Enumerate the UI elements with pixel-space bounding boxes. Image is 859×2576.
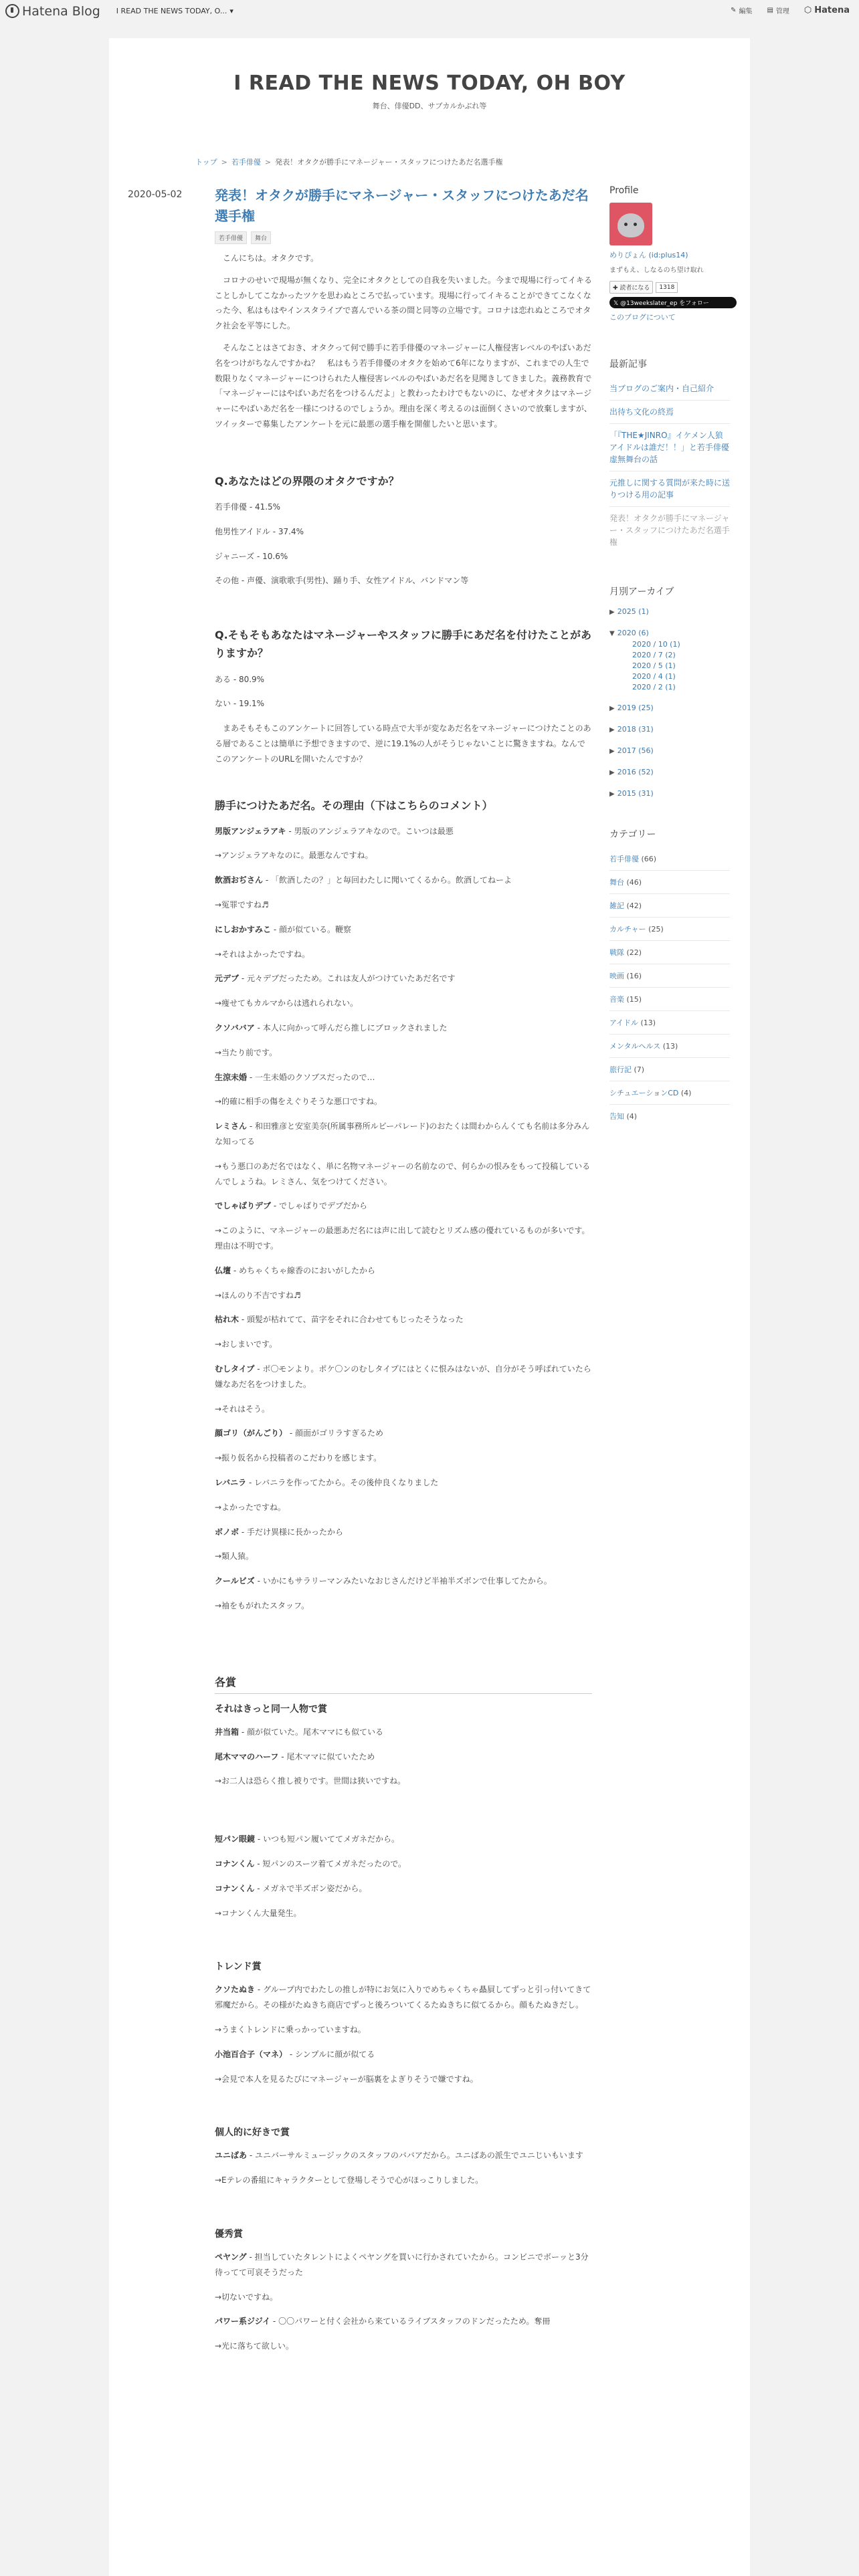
category-link[interactable] bbox=[609, 1010, 730, 1034]
profile-name[interactable]: めりぴょん (id:plus14) bbox=[609, 251, 688, 259]
header-actions bbox=[731, 5, 850, 15]
comment: →振り仮名から投稿者のこだわりを感じます。 bbox=[215, 1453, 382, 1463]
archive-months-2020 bbox=[632, 639, 730, 693]
archive-year-2015[interactable]: ▶ 2015 (31) bbox=[609, 788, 654, 798]
category-link[interactable] bbox=[609, 847, 730, 870]
category-label: 舞台 bbox=[609, 877, 624, 887]
archive-month-link[interactable]: 2020 / 10 (1) bbox=[632, 640, 680, 649]
comment: →袖をもがれたスタッフ。 bbox=[215, 1600, 310, 1610]
nickname-reason: - シンプルに顔が似てる bbox=[287, 2049, 375, 2059]
dashboard-icon: ▤ bbox=[767, 7, 773, 14]
nickname-reason: - でしゃばりでデブだから bbox=[271, 1201, 367, 1211]
category-count: (25) bbox=[648, 924, 664, 934]
award-heading: 個人的に好きで賞 bbox=[215, 2127, 290, 2139]
nickname-reason: - 短パンのスーツ着てメガネだったので。 bbox=[254, 1858, 407, 1868]
nickname-entry bbox=[215, 1982, 592, 2013]
hatena-global-header bbox=[0, 0, 859, 22]
comment: →痩せてもカルマからは逃れられない。 bbox=[215, 998, 359, 1008]
recent-entry-link[interactable]: 当ブログのご案内・自己紹介 bbox=[609, 384, 714, 393]
nickname: レミさん bbox=[215, 1121, 248, 1132]
nickname: ユニばあ bbox=[215, 2151, 248, 2161]
category-count: (15) bbox=[626, 994, 642, 1004]
triangle-right-icon: ▶ bbox=[609, 790, 615, 798]
nickname: レバニラ bbox=[215, 1478, 247, 1487]
nickname-reason: - 顔が似ている。鞭察 bbox=[271, 924, 351, 934]
nickname-reason: - 顔面がゴリラすぎるため bbox=[287, 1428, 383, 1438]
category-list bbox=[609, 827, 730, 1128]
nickname: 飲酒おぢさん bbox=[215, 875, 264, 885]
avatar[interactable] bbox=[609, 203, 652, 245]
category-count: (42) bbox=[626, 901, 642, 910]
nickname: 仏壇 bbox=[215, 1265, 231, 1275]
nickname: 井当箱 bbox=[215, 1727, 240, 1737]
nickname-entry bbox=[215, 1070, 592, 1085]
answer-item: ジャニーズ - 10.6% bbox=[215, 551, 288, 561]
award-list bbox=[215, 1725, 592, 1765]
section-heading: Q.あなたはどの界隈のオタクですか？ bbox=[215, 474, 399, 488]
triangle-down-icon: ▼ bbox=[609, 630, 615, 637]
nickname-reason: - めちゃくちゃ線香のにおいがしたから bbox=[231, 1265, 375, 1275]
nickname-reason: - 尾木ママに似ていたため bbox=[278, 1751, 375, 1761]
section-heading: 各賞 bbox=[215, 1674, 592, 1694]
category-link[interactable] bbox=[609, 1104, 730, 1128]
award-list bbox=[215, 1832, 592, 1896]
nickname-reason: - 頭髪が枯れてて、苗字をそれに合わせてもじったそうなった bbox=[239, 1315, 464, 1325]
paragraph: こんにちは。オタクです。 bbox=[223, 253, 319, 263]
comment: →アンジェラアキなのに。最悪なんですね。 bbox=[215, 851, 373, 861]
recent-entry-link[interactable]: 元推しに関する質問が来た時に送りつける用の記事 bbox=[609, 471, 730, 506]
profile-heading: Profile bbox=[609, 185, 639, 196]
category-label: カルチャー bbox=[609, 924, 646, 934]
hatena-icon: ⬡ bbox=[803, 5, 812, 15]
category-link[interactable] bbox=[609, 1081, 730, 1104]
nickname-entry bbox=[215, 1832, 592, 1847]
comment: →光に落ちて欲しい。 bbox=[215, 2341, 294, 2351]
comment: →お二人は恐らく推し被りです。世間は狭いですね。 bbox=[215, 1776, 406, 1786]
hatena-blog-logo[interactable] bbox=[5, 4, 100, 19]
blog-switcher[interactable] bbox=[116, 7, 233, 15]
nickname-entry bbox=[215, 1198, 592, 1214]
nickname-reason: - 男版のアンジェラアキなので。こいつは最悪 bbox=[286, 826, 454, 836]
breadcrumb: トップ > 若手俳優 > 発表！オタクが勝手にマネージャー・スタッフにつけたあだ名選手権 bbox=[195, 158, 503, 167]
nickname: 生涼未婚 bbox=[215, 1072, 248, 1082]
nickname-entry bbox=[215, 1362, 592, 1392]
award-heading: トレンド賞 bbox=[215, 1961, 262, 1973]
category-label: 告知 bbox=[609, 1111, 624, 1121]
nickname: 短パン眼鏡 bbox=[215, 1834, 256, 1844]
category-link[interactable] bbox=[609, 964, 730, 987]
nickname-entry bbox=[215, 1312, 592, 1327]
category-tag[interactable]: 若手俳優 bbox=[215, 231, 247, 244]
nickname-reason: - 手だけ異様に長かったから bbox=[239, 1527, 343, 1537]
comment: →このように、マネージャーの最悪あだ名には声に出して読むとリズム感の優れているものが多いです。理由は不明です。 bbox=[215, 1226, 590, 1251]
nickname: むしタイプ bbox=[215, 1364, 255, 1374]
archive-year-2025[interactable]: ▶ 2025 (1) bbox=[609, 607, 649, 616]
comment: →冤罪ですね♬ bbox=[215, 900, 269, 910]
nickname: ペヤング bbox=[215, 2252, 247, 2262]
recent-heading: 最新記事 bbox=[609, 359, 647, 370]
nickname: 元デブ bbox=[215, 974, 240, 984]
about-blog-link[interactable]: このブログについて bbox=[609, 313, 676, 322]
category-link[interactable] bbox=[609, 917, 730, 940]
nickname-reason: - 〇〇パワーと付く会社から来ているライブスタッフのドンだったため。奪冊 bbox=[270, 2317, 551, 2327]
nickname-list bbox=[215, 824, 592, 1614]
comment: →よかったですね。 bbox=[215, 1502, 286, 1512]
category-link[interactable] bbox=[609, 940, 730, 964]
nickname-entry bbox=[215, 2047, 592, 2062]
nickname-reason: - 一生未婚のクソブスだったので… bbox=[247, 1072, 375, 1082]
archive-month-link[interactable]: 2020 / 7 (2) bbox=[632, 650, 676, 659]
nickname-reason: - いつも短パン履いててメガネだから。 bbox=[255, 1834, 399, 1844]
manage-link[interactable]: ▤ 管理 bbox=[767, 7, 789, 15]
comment: →コナンくん大量発生。 bbox=[215, 1908, 302, 1918]
hatena-menu[interactable]: ⬡ Hatena bbox=[803, 5, 850, 15]
category-label: 戦隊 bbox=[609, 948, 624, 957]
nickname: クソたぬき bbox=[215, 1985, 256, 1995]
category-label: メンタルヘルス bbox=[609, 1041, 661, 1051]
answer-item: その他 - 声優、演歌歌手(男性)、踊り手、女性アイドル、バンドマン等 bbox=[215, 576, 469, 586]
category-link[interactable] bbox=[609, 893, 730, 917]
award-list bbox=[215, 1982, 592, 2086]
paragraph: まあそもそもこのアンケートに回答している時点で大半が変なあだ名をマネージャーにつけたことのある層であることは簡単に予想できますので、逆に19.1%の人がそうじゃないことに驚きますね。なんでこのアンケートのURLを開いたんですか？ bbox=[215, 724, 591, 764]
archive-year-2016[interactable]: ▶ 2016 (52) bbox=[609, 767, 654, 776]
nickname-entry bbox=[215, 1426, 592, 1441]
category-tag[interactable]: 舞台 bbox=[251, 231, 271, 244]
pencil-icon: ✎ bbox=[731, 7, 737, 14]
category-count: (4) bbox=[626, 1111, 638, 1121]
breadcrumb-category[interactable]: 若手俳優 bbox=[231, 158, 261, 167]
nickname-reason: - 顔が似ていた。尾木ママにも似ている bbox=[239, 1727, 383, 1737]
entry-article bbox=[215, 185, 592, 2363]
archive-year-2017[interactable]: ▶ 2017 (56) bbox=[609, 746, 654, 755]
triangle-right-icon: ▶ bbox=[609, 768, 615, 776]
nickname-entry bbox=[215, 873, 592, 888]
answer-item: 若手俳優 - 41.5% bbox=[215, 502, 281, 512]
recent-entry-link[interactable]: 発表！オタクが勝手にマネージャー・スタッフにつけたあだ名選手権 bbox=[609, 506, 730, 554]
recent-entries bbox=[609, 357, 730, 554]
archive-heading: 月別アーカイブ bbox=[609, 586, 674, 597]
category-count: (4) bbox=[680, 1088, 692, 1097]
comment: →類人猿。 bbox=[215, 1551, 254, 1562]
category-heading: カテゴリー bbox=[609, 829, 656, 840]
nickname-entry bbox=[215, 1856, 592, 1872]
comment: →会見で本人を見るたびにマネージャーが脳裏をよぎりそうで嫌ですね。 bbox=[215, 2074, 478, 2084]
subscribe-button[interactable]: ✚ 読者になる bbox=[609, 281, 653, 294]
q1-answers bbox=[215, 500, 592, 588]
archive-month-link[interactable]: 2020 / 2 (1) bbox=[632, 682, 676, 691]
category-link[interactable] bbox=[609, 870, 730, 893]
comment: →それはよかったですね。 bbox=[215, 949, 310, 959]
nickname-reason: - グループ内でわたしの推しが特にお気に入りでめちゃくちゃ贔屓してずっと引っ付いてきて邪魔だから。その様がたぬきち商店でずっと後ろついてくるたぬきちに似てるから。顔もたぬきだし。 bbox=[215, 1985, 591, 2010]
award-list bbox=[215, 2148, 592, 2188]
category-label: 若手俳優 bbox=[609, 854, 639, 863]
nickname-reason: - いかにもサラリーマンみたいなおじさんだけど半袖半ズボンで仕事してたから。 bbox=[254, 1576, 552, 1586]
nickname: にしおかすみこ bbox=[215, 924, 272, 934]
nickname-reason: - 和田雅彦と安室美奈(所属事務所ルビーパレード)のおたくは間わからんくても名前は多分みんな知ってる bbox=[215, 1121, 590, 1147]
recent-entry-link[interactable]: 出待ち文化の終焉 bbox=[609, 400, 730, 423]
category-label: 雑記 bbox=[609, 901, 624, 910]
nickname-entry bbox=[215, 1881, 592, 1897]
nickname: コナンくん bbox=[215, 1858, 255, 1868]
nickname-entry bbox=[215, 2148, 592, 2163]
blog-description: 舞台、俳優DD、サブカルかぶれ等 bbox=[372, 102, 487, 110]
breadcrumb-current: 発表！オタクが勝手にマネージャー・スタッフにつけたあだ名選手権 bbox=[275, 158, 503, 167]
profile-description: まずもえ、しなるのち望け取れ bbox=[609, 267, 704, 274]
triangle-right-icon: ▶ bbox=[609, 704, 615, 712]
category-count: (13) bbox=[640, 1018, 656, 1027]
nickname: クールビズ bbox=[215, 1576, 255, 1586]
hatena-logo-icon bbox=[5, 4, 19, 18]
blog-title[interactable]: I READ THE NEWS TODAY, OH BOY bbox=[233, 72, 626, 95]
comment: →うまくトレンドに乗っかっていますね。 bbox=[215, 2024, 366, 2034]
archive-month-link[interactable]: 2020 / 5 (1) bbox=[632, 661, 676, 670]
nickname: 枯れ木 bbox=[215, 1315, 240, 1325]
breadcrumb-top[interactable]: トップ bbox=[195, 158, 217, 167]
nickname-reason: - 担当していたタレントによくペヤングを買いに行かされていたから。コンビニでボーッと3分待ってて可哀そうだった bbox=[215, 2252, 589, 2277]
award-heading: 優秀賞 bbox=[215, 2228, 243, 2240]
category-label: 旅行記 bbox=[609, 1065, 632, 1074]
paragraph: そんなことはさておき、オタクって何で勝手に若手俳優のマネージャーに人権侵害レベルのやばいあだ名をつけがちなんですかね？ 私はもう若手俳優のオタクを始めて6年になりますが、これまでの人生で数限りなくマネージャーにつけられた人権侵害レベルのやばいあだ名を見聞きしてきました。義務教育で「マネージャーにはやばいあだ名をつけるんだよ」と教わったわけでもないのに、なぜオタクはマネージャーにやばいあだ名を一様につけるのでしょうか。理由を深く考えるのは面倒くさいので放棄しますが、ツイッターで募集したアンケートを元に最悪の選手権を開催したいと思います。 bbox=[215, 342, 592, 429]
triangle-right-icon: ▶ bbox=[609, 609, 615, 616]
nickname: 小池百合子（マネ） bbox=[215, 2049, 288, 2059]
category-count: (13) bbox=[662, 1041, 678, 1051]
nickname-reason: - 元々デブだったため。これは友人がつけていたあだ名です bbox=[239, 974, 456, 984]
entry-categories bbox=[215, 231, 592, 244]
nickname: でしゃばりデブ bbox=[215, 1201, 272, 1211]
category-count: (66) bbox=[641, 854, 657, 863]
monthly-archive bbox=[609, 584, 730, 798]
nickname-entry bbox=[215, 922, 592, 938]
nickname-entry bbox=[215, 1525, 592, 1540]
comment: →的確に相手の傷をえぐりそうな悪口ですね。 bbox=[215, 1097, 383, 1107]
triangle-right-icon: ▶ bbox=[609, 747, 615, 755]
category-link[interactable] bbox=[609, 1034, 730, 1057]
section-heading: 勝手につけたあだ名。その理由（下はこちらのコメント） bbox=[215, 798, 493, 812]
nickname: 男版アンジェラアキ bbox=[215, 826, 286, 836]
category-count: (46) bbox=[626, 877, 642, 887]
nickname-entry bbox=[215, 2250, 592, 2280]
archive-year-2019[interactable]: ▶ 2019 (25) bbox=[609, 703, 654, 712]
section-heading: Q.そもそもあなたはマネージャーやスタッフに勝手にあだ名を付けたことがありますか？ bbox=[215, 629, 592, 660]
paragraph: コロナのせいで現場が無くなり、完全にオタクとしての自我を失いました。今まで現場に行ってイキることしかしてこなかったツケを思わぬところで払っています。現場に行ってイキることができてこなくなった今、私はもはやインスタライブで喜んでいる茶の間と同等の立場です。コロナは恋れぬところでオタク社会を平等にした。 bbox=[215, 275, 593, 331]
sidebar bbox=[609, 185, 730, 1128]
nickname: パワー系ジジイ bbox=[215, 2317, 271, 2327]
nickname-entry bbox=[215, 971, 592, 986]
nickname: ボノボ bbox=[215, 1527, 240, 1537]
nickname-entry bbox=[215, 2314, 592, 2329]
category-label: 音楽 bbox=[609, 994, 624, 1004]
nickname-entry bbox=[215, 1749, 592, 1765]
nickname-reason: - ポ〇モンより。ポケ〇ンのむしタイプにはとくに恨みはないが、自分がそう呼ばれていたら嫌なあだ名をつけました。 bbox=[215, 1364, 591, 1389]
edit-link[interactable]: ✎ 編集 bbox=[731, 7, 753, 15]
archive-month-link[interactable]: 2020 / 4 (1) bbox=[632, 671, 676, 681]
entry-body bbox=[215, 251, 592, 2354]
category-link[interactable] bbox=[609, 987, 730, 1010]
nickname-reason: - メガネで半ズボン姿だから。 bbox=[254, 1883, 367, 1893]
comment: →もう悪口のあだ名ではなく、単に名物マネージャーの名前なので、何らかの恨みをもって投稿しているんでしょうね。レミさん、気をつけてください。 bbox=[215, 1161, 591, 1186]
award-heading: それはきっと同一人物で賞 bbox=[215, 1703, 327, 1715]
nickname-entry bbox=[215, 1725, 592, 1740]
q2-answers bbox=[215, 672, 592, 712]
nickname-entry bbox=[215, 1021, 592, 1036]
nickname-reason: - 「飲酒したの？」と毎回わたしに聞いてくるから。飲酒してねーよ bbox=[263, 875, 512, 885]
blog-switcher-label: I READ THE NEWS TODAY, O... bbox=[116, 7, 227, 15]
triangle-right-icon: ▶ bbox=[609, 726, 615, 734]
comment: →切ないですね。 bbox=[215, 2292, 278, 2302]
comment: →当たり前です。 bbox=[215, 1047, 278, 1057]
category-label: アイドル bbox=[609, 1018, 639, 1027]
archive-year-2020[interactable]: ▼ 2020 (6) bbox=[609, 629, 649, 637]
answer-item: ある - 80.9% bbox=[215, 674, 265, 684]
award-list bbox=[215, 2250, 592, 2354]
category-label: シチュエーションCD bbox=[609, 1088, 679, 1097]
comment: →Eテレの番組にキャラクターとして登場しそうで心がほっこりしました。 bbox=[215, 2175, 484, 2185]
category-link[interactable] bbox=[609, 1057, 730, 1081]
caret-down-icon: ▾ bbox=[229, 7, 233, 15]
nickname-reason: - ユニバーサルミュージックのスタッフのババアだから。ユニばあの派生でユニじいもいます bbox=[247, 2151, 583, 2161]
nickname-entry bbox=[215, 1475, 592, 1491]
blog-page bbox=[109, 38, 750, 2576]
nickname-entry bbox=[215, 1119, 592, 1150]
recent-entry-link[interactable]: 「『THE★JINRO』イケメン人狼アイドルは誰だ！！」と若手俳優虚無舞台の話 bbox=[609, 423, 730, 471]
nickname-entry bbox=[215, 1574, 592, 1589]
nickname-entry bbox=[215, 1263, 592, 1279]
category-label: 映画 bbox=[609, 971, 624, 980]
nickname-reason: - レバニラを作ってたから。その後仲良くなりました bbox=[246, 1478, 439, 1487]
entry-date[interactable]: 2020-05-02 bbox=[128, 189, 183, 200]
comment: →それはそう。 bbox=[215, 1404, 270, 1414]
nickname-entry bbox=[215, 824, 592, 839]
nickname: 顔ゴリ（がんごり） bbox=[215, 1428, 288, 1438]
category-count: (7) bbox=[634, 1065, 645, 1074]
nickname-reason: - 本人に向かって呼んだら推しにブロックされました bbox=[254, 1023, 448, 1033]
answer-item: 他男性アイドル - 37.4% bbox=[215, 526, 304, 536]
archive-year-2018[interactable]: ▶ 2018 (31) bbox=[609, 724, 654, 734]
x-follow-button[interactable]: 𝕏 @13weekslater_ep をフォロー bbox=[609, 297, 737, 308]
entry-title[interactable]: 発表！オタクが勝手にマネージャー・スタッフにつけたあだ名選手権 bbox=[215, 187, 589, 224]
comment: →ほんのり不吉ですね♬ bbox=[215, 1290, 301, 1300]
readers-count: 1318 bbox=[656, 282, 678, 293]
nickname: コナンくん bbox=[215, 1883, 255, 1893]
nickname: 尾木ママのハーフ bbox=[215, 1751, 279, 1761]
category-count: (22) bbox=[626, 948, 642, 957]
category-count: (16) bbox=[626, 971, 642, 980]
comment: →おしまいです。 bbox=[215, 1339, 278, 1350]
answer-item: ない - 19.1% bbox=[215, 699, 265, 709]
brand-label: Hatena Blog bbox=[22, 3, 100, 19]
readers-widget bbox=[609, 281, 730, 294]
nickname: クソババア bbox=[215, 1023, 255, 1033]
